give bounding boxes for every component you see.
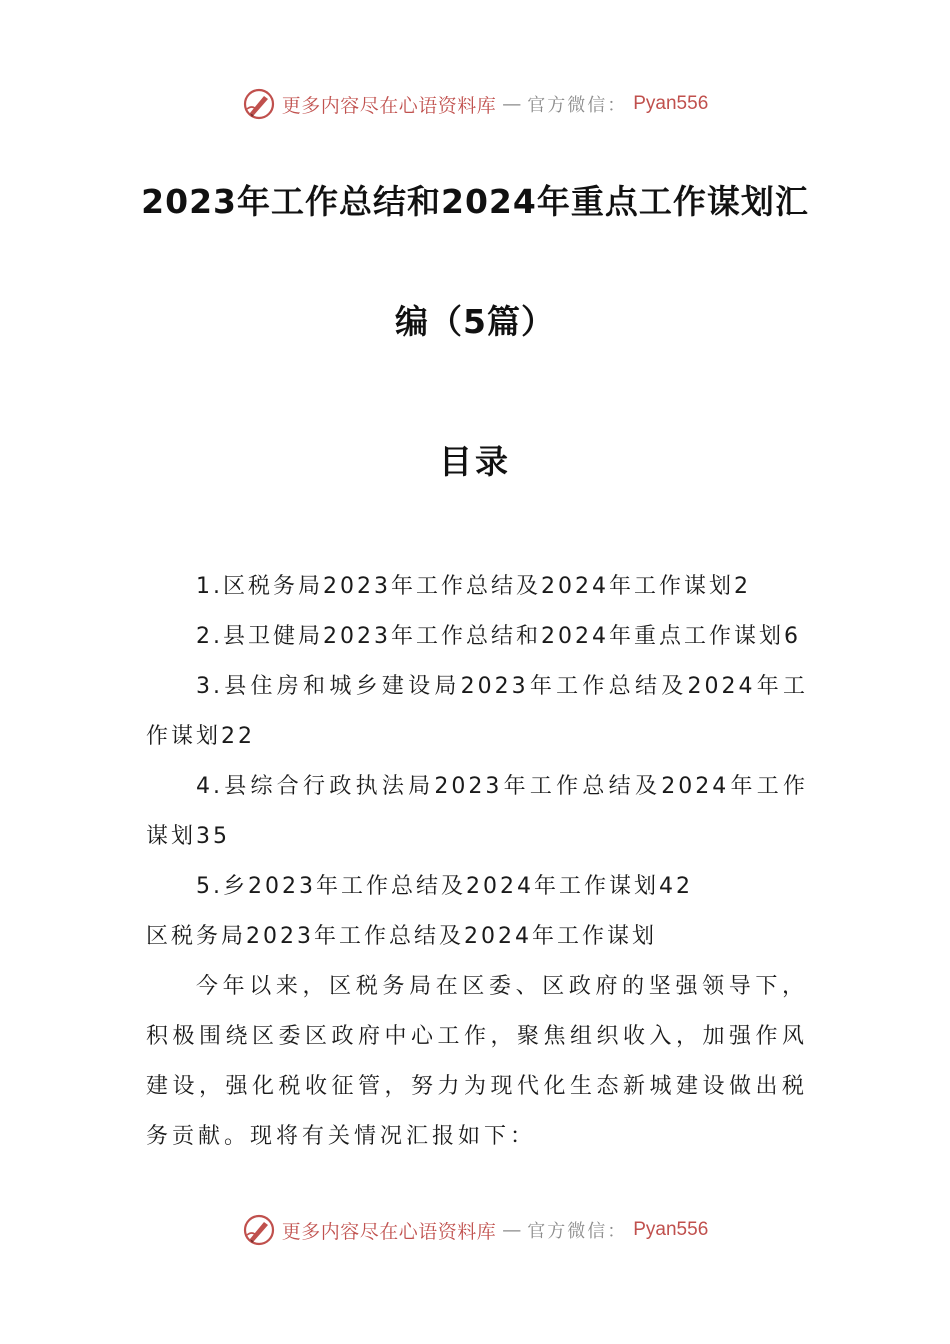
wechat-id: Pyan556 [633, 93, 709, 114]
banner-separator: — [502, 93, 522, 115]
toc-item-4[interactable]: 4.县综合行政执法局2023年工作总结及2024年工作谋划35 [146, 774, 808, 849]
footer-banner [0, 1210, 950, 1250]
document-title-line2: 编（5篇） [395, 302, 555, 341]
toc-heading: 目录 [439, 442, 511, 481]
banner-separator: — [502, 1219, 522, 1241]
pen-circle-logo-icon [242, 87, 276, 121]
brand-text: 更多内容尽在心语资料库 [281, 94, 497, 117]
document-title-line1: 2023年工作总结和2024年重点工作谋划汇 [141, 182, 809, 221]
brand-text: 更多内容尽在心语资料库 [281, 1220, 497, 1243]
pen-circle-logo-icon [242, 1213, 276, 1247]
toc-item-3[interactable]: 3.县住房和城乡建设局2023年工作总结及2024年工作谋划22 [146, 674, 808, 749]
wechat-label: 官方微信： [527, 1221, 628, 1242]
section-heading: 区税务局2023年工作总结及2024年工作谋划 [146, 924, 657, 949]
toc-item-2[interactable]: 2.县卫健局2023年工作总结和2024年重点工作谋划6 [196, 624, 801, 649]
header-banner [0, 84, 950, 124]
body-paragraph: 今年以来，区税务局在区委、区政府的坚强领导下，积极围绕区委区政府中心工作，聚焦组织收入，加强作风建设，强化税收征管，努力为现代化生态新城建设做出税务贡献。现将有关情况汇报如下： [146, 974, 808, 1149]
toc-list [146, 562, 808, 912]
toc-item-5[interactable]: 5.乡2023年工作总结及2024年工作谋划42 [196, 874, 693, 899]
toc-item-1[interactable]: 1.区税务局2023年工作总结及2024年工作谋划2 [196, 574, 751, 599]
wechat-id: Pyan556 [633, 1219, 709, 1240]
wechat-label: 官方微信： [527, 95, 628, 116]
